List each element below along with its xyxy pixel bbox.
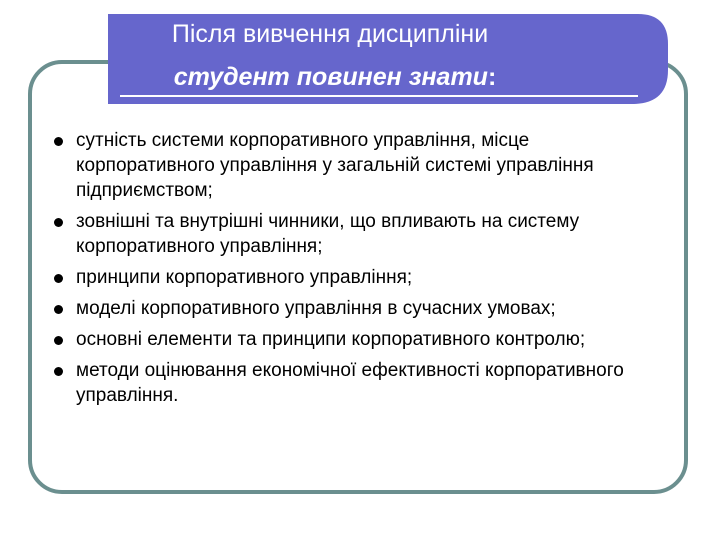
list-item-text: принципи корпоративного управління; <box>76 267 413 288</box>
title-line-2-colon: : <box>487 63 497 91</box>
list-item <box>54 296 664 321</box>
bullet-icon <box>54 305 63 314</box>
list-item <box>54 209 664 259</box>
bullet-list <box>54 128 664 414</box>
bullet-icon <box>54 367 63 376</box>
list-item-text: сутність системи корпоративного управління, місце корпоративного управління у загальній системі управління підприємством; <box>76 130 594 201</box>
list-item-text: моделі корпоративного управління в сучасних умовах; <box>76 298 556 319</box>
list-item-text: методи оцінювання економічної ефективності корпоративного управління. <box>76 360 624 406</box>
bullet-icon <box>54 218 63 227</box>
bullet-icon <box>54 274 63 283</box>
slide-title <box>0 12 650 98</box>
bullet-icon <box>54 336 63 345</box>
title-line-2 <box>0 56 650 98</box>
list-item-text: основні елементи та принципи корпоративного контролю; <box>76 329 586 350</box>
list-item <box>54 327 664 352</box>
list-item <box>54 128 664 203</box>
title-line-1: Після вивчення дисципліни <box>171 20 489 48</box>
list-item-text: зовнішні та внутрішні чинники, що впливають на систему корпоративного управління; <box>76 211 580 257</box>
title-line-2-main: студент повинен знати <box>173 63 488 91</box>
list-item <box>54 358 664 408</box>
list-item <box>54 265 664 290</box>
bullet-icon <box>54 137 63 146</box>
